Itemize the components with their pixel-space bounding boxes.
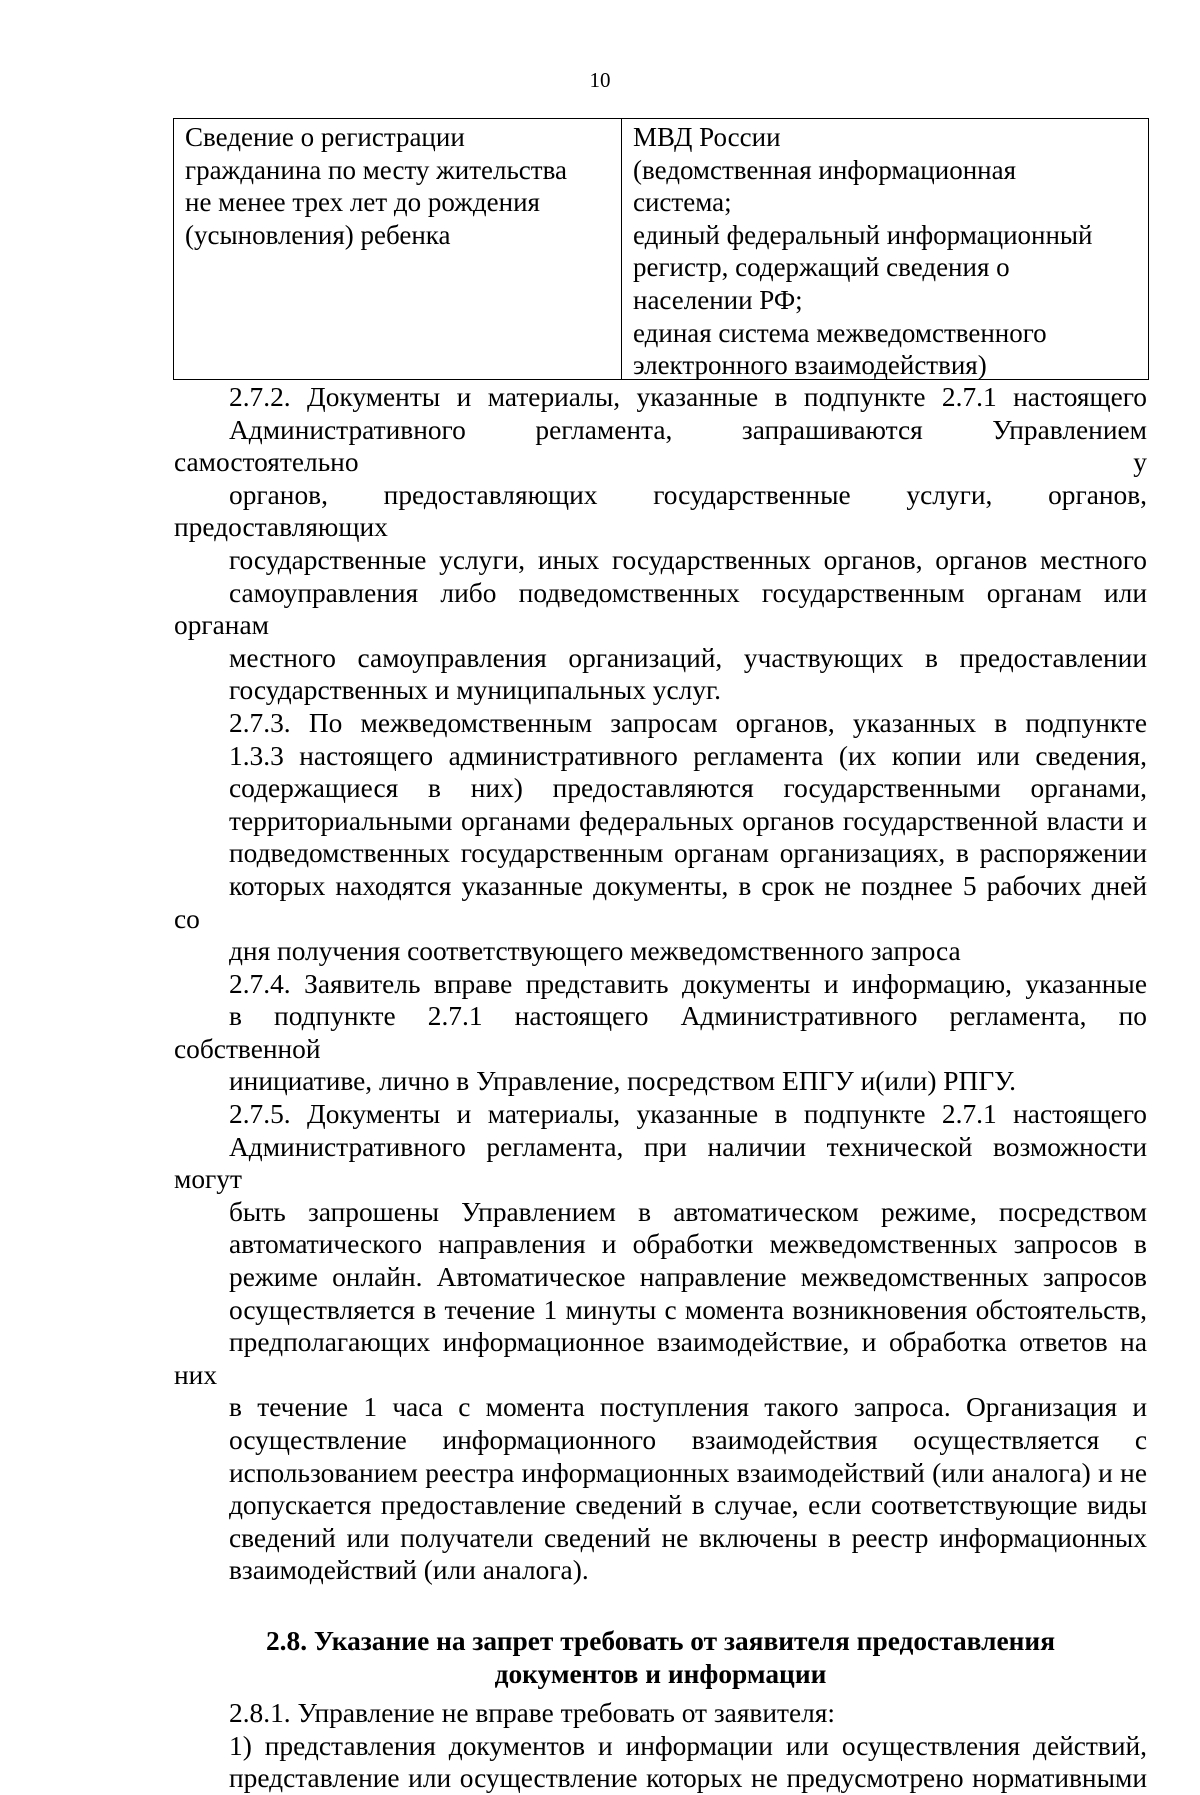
paragraph-line: автоматического направления и обработки межведомственных запросов в bbox=[229, 1229, 1147, 1260]
paragraph-line: в подпункте 2.7.1 настоящего Административного регламента, по собственной bbox=[174, 1001, 1147, 1064]
table-cell-line: электронного взаимодействия) bbox=[633, 350, 987, 381]
paragraph bbox=[174, 707, 1147, 968]
paragraph-line: местного самоуправления организаций, участвующих в предоставлении bbox=[229, 642, 1147, 673]
table-cell-line: не менее трех лет до рождения bbox=[185, 187, 540, 218]
paragraph-line: взаимодействий (или аналога). bbox=[229, 1555, 589, 1586]
table-cell-line: гражданина по месту жительства bbox=[185, 154, 567, 185]
table-cell-line: Сведение о регистрации bbox=[185, 122, 465, 152]
paragraphs-section-2-7 bbox=[174, 381, 1147, 1587]
paragraph bbox=[174, 1697, 1147, 1730]
table-cell-line: (ведомственная информационная bbox=[633, 154, 1016, 185]
paragraph-line: 2.8.1. Управление не вправе требовать от заявителя: bbox=[229, 1697, 836, 1728]
paragraph-line: которых находятся указанные документы, в срок не позднее 5 рабочих дней со bbox=[174, 870, 1147, 934]
paragraph-line: 2.7.2. Документы и материалы, указанные в подпункте 2.7.1 настоящего bbox=[229, 382, 1147, 412]
paragraph bbox=[174, 381, 1147, 707]
table-cell-line: единый федеральный информационный bbox=[633, 219, 1093, 250]
paragraph-line: дня получения соответствующего межведомственного запроса bbox=[229, 936, 961, 967]
table-cell-source bbox=[622, 119, 1148, 379]
paragraph bbox=[174, 1730, 1147, 1795]
section-heading-line: 2.8. Указание на запрет требовать от заявителя предоставления bbox=[265, 1625, 1056, 1656]
paragraph-line: осуществление информационного взаимодействия осуществляется с bbox=[229, 1425, 1147, 1455]
table-cell-line: (усыновления) ребенка bbox=[185, 219, 451, 250]
paragraph-line: режиме онлайн. Автоматическое направление межведомственных запросов bbox=[229, 1262, 1147, 1293]
paragraph-line: государственные услуги, иных государственных органов, органов местного bbox=[229, 544, 1147, 575]
paragraph-line: самоуправления либо подведомственных государственным органам или органам bbox=[174, 577, 1147, 641]
paragraph-line: 2.7.3. По межведомственным запросам органов, указанных в подпункте bbox=[229, 707, 1147, 738]
paragraph-line: предполагающих информационное взаимодействие, и обработка ответов на них bbox=[174, 1327, 1147, 1390]
paragraph-line: территориальными органами федеральных органов государственной власти и bbox=[229, 805, 1147, 836]
table-cell-line: регистр, содержащий сведения о bbox=[633, 252, 1010, 283]
paragraph-line: быть запрошены Управлением в автоматическом режиме, посредством bbox=[229, 1196, 1147, 1227]
paragraph-line: представление или осуществление которых не предусмотрено нормативными bbox=[229, 1763, 1147, 1794]
section-heading bbox=[174, 1625, 1147, 1691]
paragraph-line: инициативе, лично в Управление, посредством ЕПГУ и(или) РПГУ. bbox=[229, 1066, 1016, 1097]
page-number: 10 bbox=[589, 68, 611, 92]
paragraph-line: использованием реестра информационных взаимодействий (или аналога) и не bbox=[229, 1457, 1147, 1488]
paragraph-line: Административного регламента, при наличии технической возможности могут bbox=[174, 1131, 1147, 1195]
table-cell-line: система; bbox=[633, 187, 732, 218]
paragraph-line: содержащиеся в них) предоставляются государственными органами, bbox=[229, 773, 1147, 804]
paragraph-line: осуществляется в течение 1 минуты с момента возникновения обстоятельств, bbox=[229, 1294, 1147, 1325]
paragraph-line: сведений или получатели сведений не включены в реестр информационных bbox=[229, 1522, 1147, 1553]
paragraph-line: государственных и муниципальных услуг. bbox=[229, 675, 721, 706]
paragraph-line: 2.7.5. Документы и материалы, указанные в подпункте 2.7.1 настоящего bbox=[229, 1099, 1147, 1130]
paragraph-line: допускается предоставление сведений в случае, если соответствующие виды bbox=[229, 1490, 1147, 1521]
paragraph-line: 1.3.3 настоящего административного регламента (их копии или сведения, bbox=[229, 740, 1147, 771]
paragraphs-section-2-8 bbox=[174, 1697, 1147, 1795]
table-cell-line: МВД России bbox=[633, 122, 781, 152]
paragraph-line: подведомственных государственным органам организациях, в распоряжении bbox=[229, 838, 1147, 869]
paragraph-line: 1) представления документов и информации или осуществления действий, bbox=[229, 1730, 1147, 1761]
paragraph bbox=[174, 968, 1147, 1098]
table-cell-line: единая система межведомственного bbox=[633, 317, 1047, 348]
table-cell-document bbox=[174, 119, 622, 379]
paragraph-line: органов, предоставляющих государственные услуги, органов, предоставляющих bbox=[174, 479, 1147, 543]
paragraph-line: Административного регламента, запрашиваются Управлением самостоятельно у bbox=[174, 414, 1147, 478]
paragraph-line: 2.7.4. Заявитель вправе представить документы и информацию, указанные bbox=[229, 968, 1147, 999]
section-heading-line: документов и информации bbox=[494, 1658, 827, 1689]
table-cell-line: населении РФ; bbox=[633, 284, 803, 315]
document-body bbox=[174, 381, 1147, 1795]
info-table bbox=[173, 118, 1149, 380]
paragraph bbox=[174, 1098, 1147, 1587]
paragraph-line: в течение 1 часа с момента поступления такого запроса. Организация и bbox=[229, 1392, 1147, 1423]
